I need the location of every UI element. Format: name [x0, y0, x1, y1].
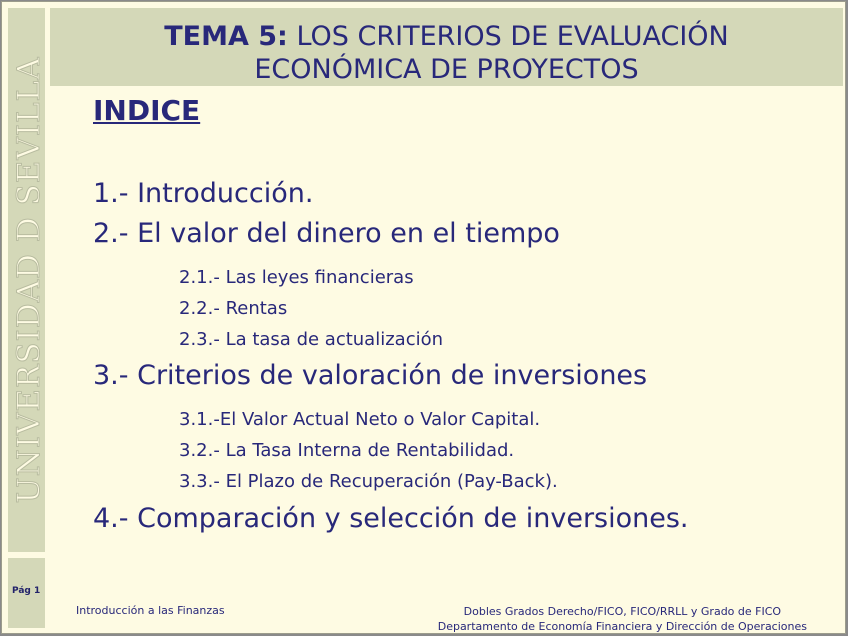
title-line1: LOS CRITERIOS DE EVALUACIÓN — [287, 21, 729, 52]
title-line2: ECONÓMICA DE PROYECTOS — [254, 54, 639, 85]
title-bold: TEMA 5: — [164, 21, 288, 52]
index-subitem-3-3: 3.3.- El Plazo de Recuperación (Pay-Back). — [179, 471, 558, 492]
index-item-1: 1.- Introducción. — [93, 178, 314, 209]
university-watermark: UNIVERSIDAD D SEVILLA — [10, 56, 47, 504]
footer-dept-name: Departamento de Economía Financiera y Dirección de Operaciones — [437, 620, 807, 633]
index-heading: INDICE — [93, 94, 201, 127]
index-subitem-2-3: 2.3.- La tasa de actualización — [179, 329, 444, 350]
index-subitem-3-2: 3.2.- La Tasa Interna de Rentabilidad. — [179, 440, 515, 461]
index-item-3: 3.- Criterios de valoración de inversiones — [93, 360, 648, 391]
page-number: Pág 1 — [12, 586, 41, 596]
page-number-box — [8, 558, 45, 628]
index-subitem-3-1: 3.1.-El Valor Actual Neto o Valor Capital. — [179, 409, 541, 430]
university-sidebar — [8, 8, 45, 552]
index-item-4: 4.- Comparación y selección de inversiones. — [93, 503, 689, 534]
footer-degrees: Dobles Grados Derecho/FICO, FICO/RRLL y Grado de FICO — [463, 605, 782, 618]
index-subitem-2-1: 2.1.- Las leyes financieras — [179, 267, 414, 288]
index-item-2: 2.- El valor del dinero en el tiempo — [93, 218, 560, 249]
slide — [1, 1, 846, 634]
footer-course: Introducción a las Finanzas — [76, 604, 225, 617]
footer-department — [438, 604, 807, 634]
index-subitem-2-2: 2.2.- Rentas — [179, 298, 288, 319]
slide-title — [50, 8, 843, 86]
